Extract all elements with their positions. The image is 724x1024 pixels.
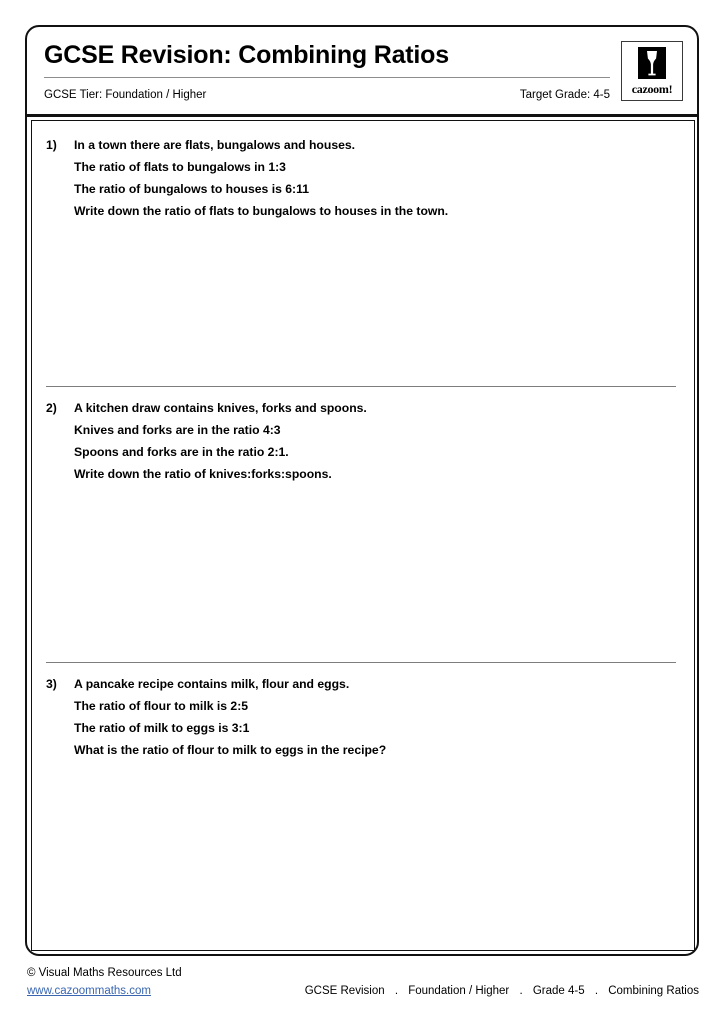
breadcrumb-item-3: Grade 4-5	[532, 985, 585, 997]
breadcrumb-item-1: GCSE Revision	[304, 985, 385, 997]
question-1-text-4: Write down the ratio of flats to bungalows to houses in the town.	[74, 204, 449, 218]
question-2-number: 2)	[46, 401, 57, 415]
worksheet-header	[27, 27, 697, 114]
question-1-line-2	[46, 158, 646, 180]
question-2-line-2	[46, 421, 646, 443]
tier-label: GCSE Tier: Foundation / Higher	[44, 89, 207, 101]
question-1-line-3	[46, 180, 646, 202]
cazoom-logo	[621, 41, 683, 101]
question-3-text-1: A pancake recipe contains milk, flour and eggs.	[74, 677, 350, 691]
worksheet-frame	[25, 25, 699, 956]
breadcrumb-item-2: Foundation / Higher	[408, 985, 510, 997]
question-3-number: 3)	[46, 677, 57, 691]
question-1-text-1: In a town there are flats, bungalows and houses.	[74, 138, 356, 152]
question-3-line-2	[46, 697, 646, 719]
question-2-text-1: A kitchen draw contains knives, forks and spoons.	[74, 401, 367, 415]
question-2-text-4: Write down the ratio of knives:forks:spoons.	[74, 467, 332, 481]
question-1-text-3: The ratio of bungalows to houses is 6:11	[74, 182, 309, 196]
question-1-line-1	[46, 136, 646, 158]
logo-wordmark: cazoom!	[631, 82, 673, 96]
title-divider	[44, 77, 610, 78]
question-3	[46, 675, 646, 763]
breadcrumb-separator-1: .	[394, 985, 399, 997]
question-2-text-3: Spoons and forks are in the ratio 2:1.	[74, 445, 289, 459]
question-2-line-3	[46, 443, 646, 465]
question-separator-1	[46, 386, 676, 387]
question-2-line-1	[46, 399, 646, 421]
questions-container	[31, 120, 695, 951]
question-3-line-4	[46, 741, 646, 763]
question-2-line-4	[46, 465, 646, 487]
breadcrumb	[305, 983, 699, 999]
question-2-text-2: Knives and forks are in the ratio 4:3	[74, 423, 281, 437]
question-1-text-2: The ratio of flats to bungalows in 1:3	[74, 160, 286, 174]
question-3-text-3: The ratio of milk to eggs is 3:1	[74, 721, 250, 735]
breadcrumb-separator-3: .	[594, 985, 599, 997]
question-3-text-2: The ratio of flour to milk is 2:5	[74, 699, 249, 713]
question-3-line-3	[46, 719, 646, 741]
page-footer	[25, 965, 699, 1015]
page-title: GCSE Revision: Combining Ratios	[44, 41, 449, 69]
question-1-number: 1)	[46, 138, 57, 152]
question-separator-2	[46, 662, 676, 663]
question-1-line-4	[46, 202, 646, 224]
target-grade-label: Target Grade: 4-5	[519, 89, 610, 101]
question-2	[46, 399, 646, 487]
logo-inner	[626, 46, 678, 96]
copyright-label: © Visual Maths Resources Ltd	[27, 967, 182, 979]
header-bottom-rule	[25, 114, 699, 117]
question-3-text-4: What is the ratio of flour to milk to eggs in the recipe?	[74, 743, 387, 757]
website-link[interactable]: www.cazoommaths.com	[27, 985, 151, 997]
question-3-line-1	[46, 675, 646, 697]
question-1	[46, 136, 646, 224]
breadcrumb-separator-2: .	[519, 985, 523, 997]
breadcrumb-item-4: Combining Ratios	[608, 985, 699, 997]
hourglass-goblet-icon	[638, 47, 666, 79]
header-subrow	[44, 87, 610, 105]
